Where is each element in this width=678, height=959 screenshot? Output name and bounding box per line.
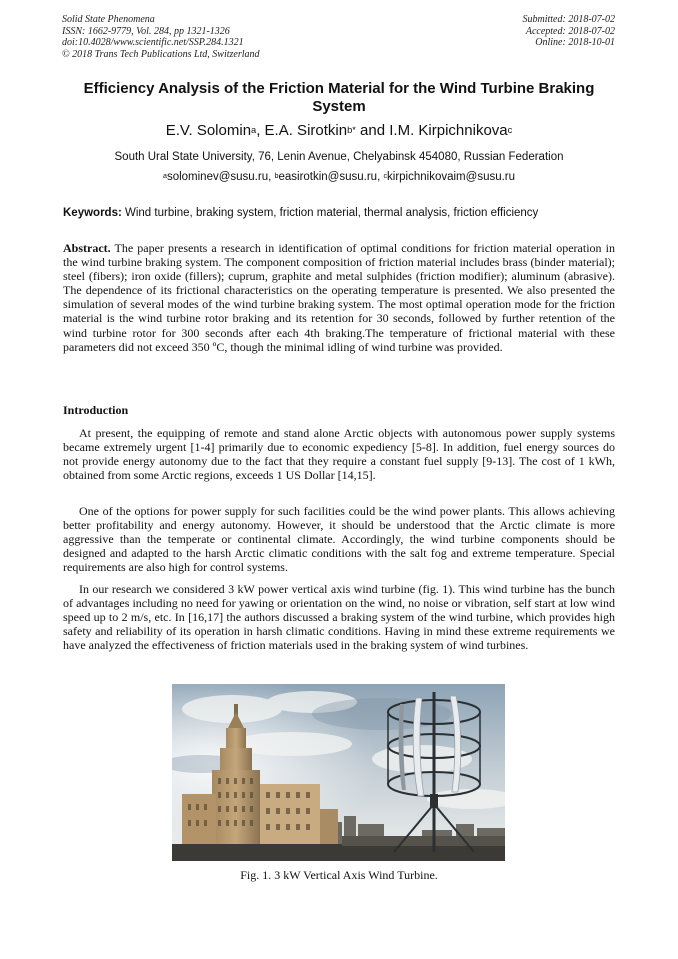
submitted-date: Submitted: 2018-07-02 (522, 14, 615, 25)
journal-name: Solid State Phenomena (62, 14, 155, 25)
keywords-label: Keywords: (63, 207, 122, 219)
author-name: I.M. Kirpichnikova (389, 122, 508, 139)
email-marker: c (383, 172, 388, 181)
email-list (60, 170, 618, 184)
figure-caption: Fig. 1. 3 kW Vertical Axis Wind Turbine. (240, 868, 438, 882)
abstract (63, 241, 615, 354)
email-link[interactable]: kirpichnikovaim@susu.ru (387, 171, 516, 183)
body-paragraph: At present, the equipping of remote and stand alone Arctic objects with autonomous power supply systems became extremely urgent [1-4] primarily due to economic expediency [5-8]. In addition, fuel energy sources do not provide energy autonomy due to the fact that they require a constant fuel supply [9-13]. The cost of 1 kWh, obtained from some Arctic regions, exceeds 1 US Dollar [14,15]. (63, 426, 615, 483)
author-separator: , (256, 122, 265, 139)
author-separator: and (355, 122, 390, 139)
email-marker: a (162, 172, 167, 181)
body-paragraph: One of the options for power supply for such facilities could be the wind power plants. This allows achieving better profitability and energy autonomy. However, it should be understood that the Arctic climate is more aggressive than the temperate or continental climate. Accordingly, the wind turbine components should be designed and adapted to the harsh Arctic climatic conditions with the salt fog and extreme temperature. Special requirements are also high for control systems. (63, 504, 615, 575)
figure-wind-turbine-photo (172, 684, 505, 861)
journal-doi: doi:10.4028/www.scientific.net/SSP.284.1321 (62, 37, 244, 48)
email-marker: b (274, 172, 279, 181)
email-link[interactable]: solominev@susu.ru (166, 171, 269, 183)
abstract-label: Abstract. (63, 241, 111, 255)
email-separator: , (268, 171, 275, 183)
author-name: E.V. Solomin (165, 122, 252, 139)
author-list (60, 122, 618, 140)
accepted-date: Accepted: 2018-07-02 (525, 25, 615, 37)
email-separator: , (377, 171, 384, 183)
author-name: E.A. Sirotkin (264, 122, 348, 139)
journal-copyright: © 2018 Trans Tech Publications Ltd, Switzerland (62, 48, 260, 60)
turbine-photo-illustration (172, 684, 505, 861)
keywords (63, 206, 615, 220)
author-marker: a (251, 124, 257, 135)
affiliation: South Ural State University, 76, Lenin Avenue, Chelyabinsk 454080, Russian Federation (114, 151, 564, 163)
body-paragraph: In our research we considered 3 kW power vertical axis wind turbine (fig. 1). This wind turbine has the bunch of advantages including no need for yawing or orientation on the wind, no noise or vibration, self start at low wind speed up to 2 m/s, etc. In [16,17] the authors discussed a braking system of the wind turbine, which provides high safety and reliability of its operation in harsh climatic conditions. Having in mind these extreme requirements we have analyzed the effectiveness of friction materials used in the braking system of wind turbines. (63, 582, 615, 653)
online-date: Online: 2018-10-01 (535, 37, 615, 48)
email-link[interactable]: easirotkin@susu.ru (278, 171, 378, 183)
journal-info (62, 14, 260, 60)
submission-dates (523, 14, 616, 49)
abstract-text: The paper presents a research in identification of optimal conditions for friction material operation in the wind turbine braking system. The component composition of friction material includes brass (binder material); steel (fibers); iron oxide (fillers); cuprum, graphite and metal sulphides (friction modifier); aluminum (abrasive). The dependence of its frictional characteristics on the operating temperature is presented. We also presented the simulation of several modes of the wind turbine braking system. The most optimal operation mode for the friction material is the wind turbine rotor braking and its retention for 30 seconds, followed by further retention of the wind turbine rotor for 300 seconds after each 4th braking.The temperature of frictional material with these parameters did not exceed 350 ºC, though the minimal idling of wind turbine was provided. (63, 241, 615, 354)
section-heading-introduction: Introduction (63, 403, 129, 417)
journal-issn: ISSN: 1662-9779, Vol. 284, pp 1321-1326 (62, 25, 230, 37)
paper-title: Efficiency Analysis of the Friction Material for the Wind Turbine Braking System (83, 80, 595, 115)
author-marker: c (507, 124, 513, 135)
author-marker: b* (347, 124, 356, 135)
keywords-text: Wind turbine, braking system, friction material, thermal analysis, friction efficiency (125, 207, 539, 219)
